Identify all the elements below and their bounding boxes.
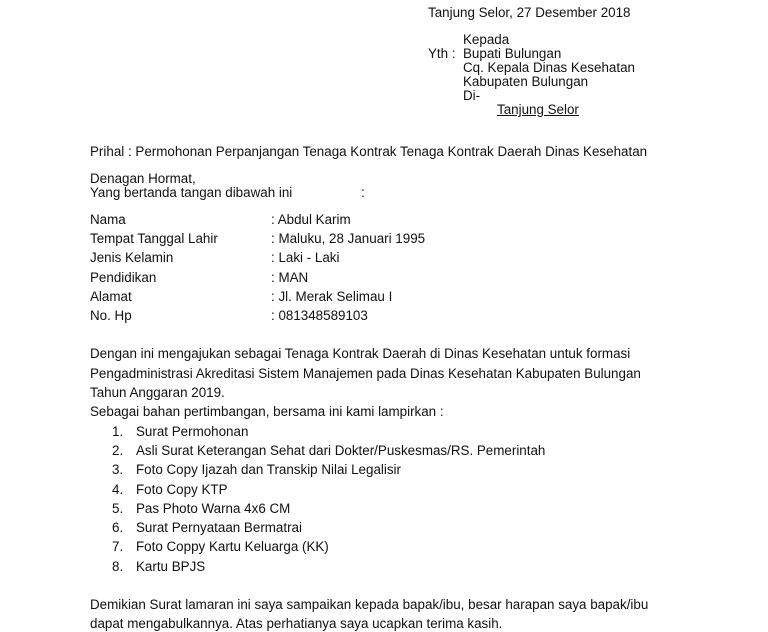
body-line: Dengan ini mengajukan sebagai Tenaga Kontrak Daerah di Dinas Kesehatan untuk formasi bbox=[90, 346, 631, 361]
greeting: Denagan Hormat, bbox=[90, 171, 196, 186]
identity-value: : MAN bbox=[271, 270, 309, 285]
identity-value: : Jl. Merak Selimau I bbox=[271, 289, 393, 304]
intro-colon: : bbox=[361, 185, 365, 200]
di-label: Di- bbox=[463, 88, 481, 103]
list-item: Surat Pernyataan Bermatrai bbox=[136, 520, 302, 535]
identity-label: Alamat bbox=[90, 289, 132, 304]
place-date: Tanjung Selor, 27 Desember 2018 bbox=[428, 5, 631, 20]
list-item-number: 7. bbox=[112, 539, 124, 554]
identity-label: Nama bbox=[90, 212, 126, 227]
list-item-number: 3. bbox=[112, 462, 124, 477]
identity-label: No. Hp bbox=[90, 308, 132, 323]
list-item: Asli Surat Keterangan Sehat dari Dokter/Puskesmas/RS. Pemerintah bbox=[136, 443, 546, 458]
identity-value: : Maluku, 28 Januari 1995 bbox=[271, 231, 426, 246]
list-item: Kartu BPJS bbox=[136, 559, 206, 574]
list-item-number: 4. bbox=[112, 482, 124, 497]
list-item: Foto Copy KTP bbox=[136, 482, 228, 497]
list-item-number: 5. bbox=[112, 501, 124, 516]
kepada-label: Kepada bbox=[463, 32, 510, 47]
identity-value: : 081348589103 bbox=[271, 308, 368, 323]
body-line: Pengadministrasi Akreditasi Sistem Manajemen pada Dinas Kesehatan Kabupaten Bulungan bbox=[90, 366, 641, 381]
identity-value: : Abdul Karim bbox=[271, 212, 351, 227]
closing-line: dapat mengabulkannya. Atas perhatianya saya ucapkan terima kasih. bbox=[90, 616, 503, 631]
list-item-number: 1. bbox=[112, 424, 124, 439]
subject-line: Prihal : Permohonan Perpanjangan Tenaga Kontrak Tenaga Kontrak Daerah Dinas Kesehatan bbox=[90, 144, 648, 159]
list-item-number: 8. bbox=[112, 559, 124, 574]
list-item: Foto Copy Ijazah dan Transkip Nilai Legalisir bbox=[136, 462, 401, 477]
recipient-line-3: Kabupaten Bulungan bbox=[463, 74, 589, 89]
recipient-city: Tanjung Selor bbox=[497, 102, 579, 117]
identity-value: : Laki - Laki bbox=[271, 250, 340, 265]
body-line: Sebagai bahan pertimbangan, bersama ini kami lampirkan : bbox=[90, 404, 444, 419]
intro-line: Yang bertanda tangan dibawah ini bbox=[90, 185, 293, 200]
list-item: Surat Permohonan bbox=[136, 424, 249, 439]
identity-label: Tempat Tanggal Lahir bbox=[90, 231, 218, 246]
list-item-number: 6. bbox=[112, 520, 124, 535]
identity-label: Pendidikan bbox=[90, 270, 157, 285]
body-line: Tahun Anggaran 2019. bbox=[90, 385, 225, 400]
recipient-line-1: Bupati Bulungan bbox=[463, 46, 562, 61]
list-item: Pas Photo Warna 4x6 CM bbox=[136, 501, 291, 516]
list-item-number: 2. bbox=[112, 443, 124, 458]
closing-line: Demikian Surat lamaran ini saya sampaikan kepada bapak/ibu, besar harapan saya bapak/ibu bbox=[90, 597, 649, 612]
identity-label: Jenis Kelamin bbox=[90, 250, 174, 265]
list-item: Foto Coppy Kartu Keluarga (KK) bbox=[136, 539, 329, 554]
recipient-line-2: Cq. Kepala Dinas Kesehatan bbox=[463, 60, 635, 75]
yth-label: Yth : bbox=[428, 46, 456, 61]
